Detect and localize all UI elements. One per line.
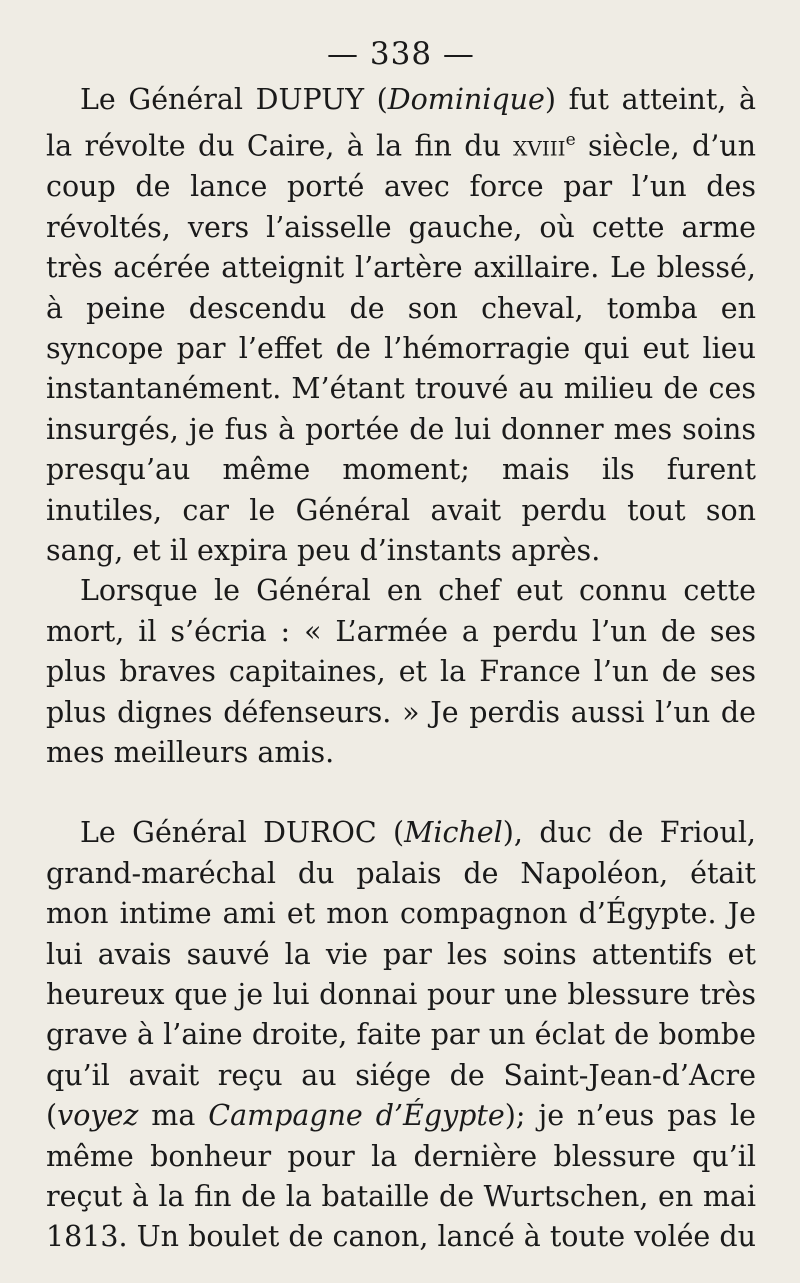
text-segment: Le Général DUROC ( <box>80 816 405 850</box>
paragraph <box>46 80 756 571</box>
italic-text: voyez <box>57 1099 139 1133</box>
text-segment: ma <box>138 1099 209 1133</box>
italic-text: Michel <box>404 816 503 850</box>
page-number: — 338 — <box>327 36 475 72</box>
italic-text: Campagne d’Égypte <box>208 1099 505 1133</box>
body-text <box>46 80 756 1258</box>
text-segment: Le Général DUPUY ( <box>80 83 388 116</box>
text-segment: ), duc de Frioul, grand-maréchal du palais de Napoléon, était mon intime ami et mon compagnon d’Égypte. Je lui avais sauvé la vie par les soins attentifs et heureux que je lui donnai pour une blessure très grave à l’aine droite, faite par un éclat de bombe qu’il avait reçu au siége de Saint-Jean-d’Acre ( <box>46 816 756 1133</box>
paragraph <box>46 813 756 1257</box>
italic-text: Dominique <box>387 83 545 116</box>
paragraph <box>46 571 756 773</box>
text-segment: ) fut atteint, à la révolte du Caire, à la fin du <box>46 83 756 163</box>
text-segment: siècle, d’un coup de lance porté avec force par l’un des révoltés, vers l’aisselle gauche, où cette arme très acérée atteignit l’artère axillaire. Le blessé, à peine descendu de son cheval, tomba en syncope par l’effet de l’hémorragie qui eut lieu instantanément. M’étant trouvé au milieu de ces insurgés, je fus à portée de lui donner mes soins presqu’au même moment; mais ils furent inutiles, car le Général avait perdu tout son sang, et il expira peu d’instants après. <box>46 129 756 567</box>
superscript-text: e <box>565 130 576 151</box>
small-caps-text: xviii <box>513 129 566 163</box>
text-segment: ); je n’eus pas le même bonheur pour la dernière blessure qu’il reçut à la fin de la bataille de Wurtschen, en mai 1813. Un boulet de canon, lancé à toute volée du <box>46 1099 757 1254</box>
text-segment: Lorsque le Général en chef eut connu cette mort, il s’écria : « L’armée a perdu l’un de ses plus braves capitaines, et la France l’un de ses plus dignes défenseurs. » Je perdis aussi l’un de mes meilleurs amis. <box>46 574 756 769</box>
